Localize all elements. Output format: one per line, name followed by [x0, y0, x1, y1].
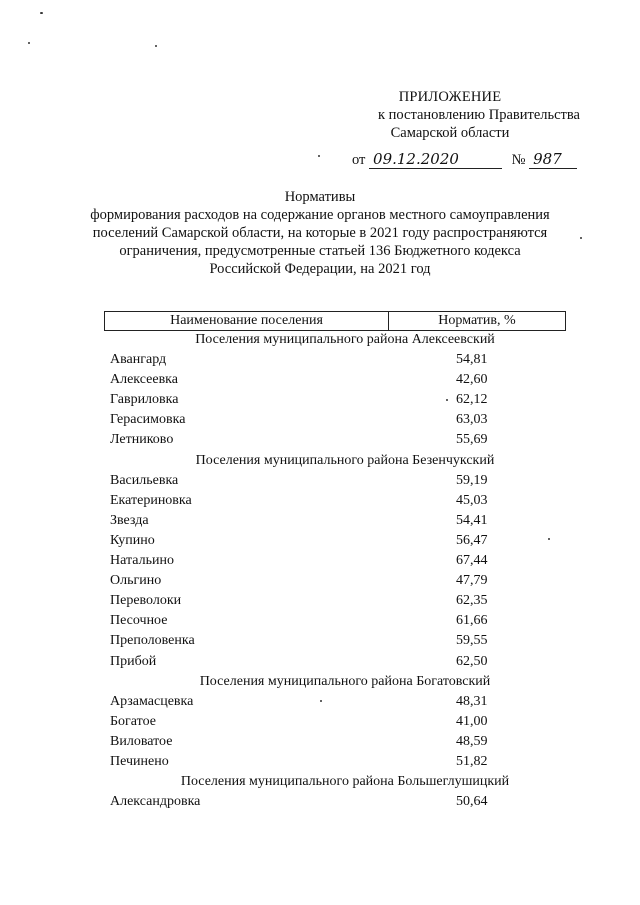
table-row — [104, 350, 564, 370]
column-header-name: Наименование поселения — [105, 312, 389, 330]
norm-value: 56,47 — [456, 532, 488, 548]
settlement-name: Арзамасцевка — [110, 693, 194, 709]
table-row — [104, 792, 564, 812]
appendix-block — [320, 88, 580, 142]
norm-value: 41,00 — [456, 713, 488, 729]
order-date: 09.12.2020 — [369, 150, 502, 169]
norm-value: 47,79 — [456, 573, 488, 589]
section-header-row: Поселения муниципального района Безенчукский — [195, 452, 495, 468]
settlement-name: Печинено — [110, 753, 169, 769]
table-row — [104, 571, 564, 591]
settlement-name: Авангард — [110, 352, 167, 368]
scan-speck — [40, 12, 43, 14]
appendix-title: ПРИЛОЖЕНИЕ — [398, 89, 502, 105]
settlement-name: Ольгино — [110, 573, 162, 589]
norm-value: 59,19 — [456, 472, 488, 488]
scan-speck — [28, 42, 30, 44]
settlement-name: Алексеевка — [110, 372, 178, 388]
settlement-name: Екатериновка — [110, 492, 192, 508]
settlement-name: Герасимовка — [110, 412, 186, 428]
table-row — [104, 531, 564, 551]
table-row — [104, 752, 564, 772]
settlement-name: Звезда — [110, 512, 149, 528]
settlement-name: Преполовенка — [110, 633, 195, 649]
settlement-name: Васильевка — [110, 472, 179, 488]
table-row — [104, 410, 564, 430]
order-number-sign: № — [511, 152, 526, 168]
table-row — [104, 511, 564, 531]
table-row — [104, 631, 564, 651]
table-row — [104, 370, 564, 390]
table-row — [104, 471, 564, 491]
table-row — [104, 591, 564, 611]
scan-speck — [318, 155, 320, 157]
settlement-name: Песочное — [110, 613, 168, 629]
section-header-row: Поселения муниципального района Алексеевский — [195, 332, 495, 347]
document-title-line: формирования расходов на содержание органов местного самоуправления — [90, 207, 550, 223]
norm-value: 59,55 — [456, 633, 488, 649]
document-title-line: поселений Самарской области, на которые в 2021 году распространяются — [92, 225, 548, 241]
norm-value: 54,41 — [456, 512, 488, 528]
norm-value: 54,81 — [456, 352, 488, 368]
appendix-subtitle: к постановлению Правительства — [378, 107, 580, 123]
settlement-name: Александровка — [110, 794, 201, 810]
section-header-row: Поселения муниципального района Богатовский — [199, 673, 491, 689]
norm-value: 61,66 — [456, 613, 488, 629]
document-title-line: Российской Федерации, на 2021 год — [209, 261, 431, 277]
table-row — [104, 611, 564, 631]
settlement-name: Натальино — [110, 553, 174, 569]
settlement-name: Виловатое — [110, 733, 173, 749]
table-row — [104, 491, 564, 511]
table-row — [104, 390, 564, 410]
column-header-norm: Норматив, % — [438, 313, 516, 328]
norm-value: 62,35 — [456, 593, 488, 609]
order-prefix: от — [352, 152, 366, 168]
order-reference — [352, 150, 577, 169]
section-header-row: Поселения муниципального района Большеглушицкий — [180, 774, 510, 790]
norm-value: 48,31 — [456, 693, 488, 709]
norm-value: 45,03 — [456, 492, 488, 508]
table-row — [104, 430, 564, 450]
norm-value: 51,82 — [456, 753, 488, 769]
order-number: 987 — [529, 150, 577, 169]
scan-speck — [580, 237, 582, 239]
norm-value: 55,69 — [456, 432, 488, 448]
norm-value: 42,60 — [456, 372, 488, 388]
table-header — [104, 311, 566, 331]
table-row — [104, 692, 564, 712]
document-title — [60, 188, 580, 278]
settlement-name: Летниково — [110, 432, 174, 448]
table-body — [104, 330, 564, 812]
document-title-line: ограничения, предусмотренные статьей 136 Бюджетного кодекса — [119, 243, 521, 259]
norm-value: 62,12 — [456, 392, 488, 408]
table-row — [104, 652, 564, 672]
settlement-name: Гавриловка — [110, 392, 179, 408]
settlement-name: Богатое — [110, 713, 156, 729]
norm-value: 63,03 — [456, 412, 488, 428]
table-row — [104, 551, 564, 571]
settlement-name: Купино — [110, 532, 155, 548]
settlement-name: Переволоки — [110, 593, 182, 609]
norm-value: 67,44 — [456, 553, 488, 569]
norm-value: 62,50 — [456, 653, 488, 669]
settlement-name: Прибой — [110, 653, 157, 669]
scan-speck — [155, 45, 157, 47]
document-title-line: Нормативы — [284, 189, 356, 205]
table-row — [104, 732, 564, 752]
appendix-region: Самарской области — [390, 125, 510, 141]
norm-value: 48,59 — [456, 733, 488, 749]
norm-value: 50,64 — [456, 794, 488, 810]
table-row — [104, 712, 564, 732]
